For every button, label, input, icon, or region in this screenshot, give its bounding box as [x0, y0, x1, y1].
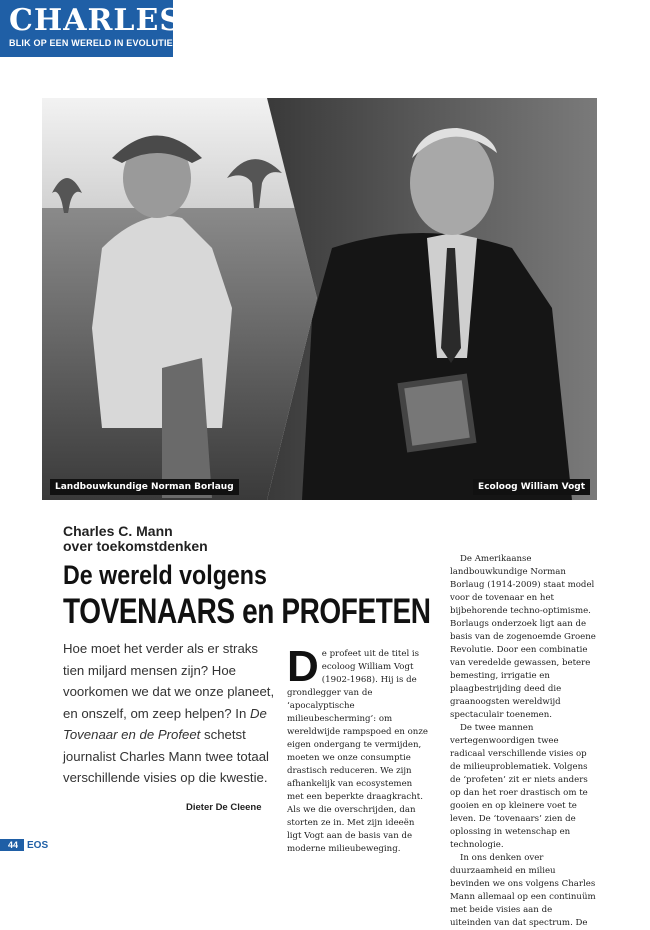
section-tagline: BLIK OP EEN WERELD IN EVOLUTIE [9, 38, 173, 48]
caption-borlaug: Landbouwkundige Norman Borlaug [50, 479, 239, 495]
caption-vogt: Ecoloog William Vogt [473, 479, 590, 495]
article-column-2 [450, 553, 596, 930]
lead-text-part2: schetst journalist Charles Mann twee totaal verschillende visies op die kwestie. [63, 727, 269, 785]
article-photo [42, 98, 597, 500]
article-title-line1: De wereld volgens [63, 560, 267, 590]
paragraph-text: e profeet uit de titel is ecoloog William Vogt (1902-1968). Hij is de grondlegger van de ‘apocalyptische milieubescherming’: om wereldwijde rampspoed en onze eigen ondergang te vermijden, moeten we onze consumptie drastisch reduceren. We zijn afhankelijk van ecosystemen met een beperkte draagkracht. Als we die overschrijden, dan storten ze in. Met zijn ideeën ligt Vogt aan de basis van de moderne milieubeweging. [287, 649, 428, 854]
page-footer [0, 838, 48, 852]
article-column-1 [287, 642, 428, 856]
section-header [0, 0, 183, 57]
paragraph [287, 642, 428, 856]
paragraph: De twee mannen vertegenwoordigen twee radicaal verschillende visies op de milieuproblematiek. Volgens de ‘profeten’ zit er niets anders op dan het roer drastisch om te gooien en op kleinere voet te leven. De ‘tovenaars’ zien de oplossing in wetenschap en technologie. [450, 723, 588, 850]
photo-collage [42, 98, 597, 500]
article-kicker [63, 524, 208, 554]
section-title: CHARLES [9, 3, 183, 38]
lead-text-part1: Hoe moet het verder als er straks tien miljard mensen zijn? Hoe voorkomen we dat we onze planeet, en onszelf, om zeep helpen? In [63, 641, 275, 721]
kicker-author-line: Charles C. Mann [63, 523, 173, 539]
paragraph: In ons denken over duurzaamheid en milieu bevinden we ons volgens Charles Mann allemaal op een continuüm met beide visies aan de uiteinden van dat spectrum. De [450, 853, 596, 928]
article-author: Dieter De Cleene [186, 802, 262, 813]
lead-book-title: De Tovenaar en de Profeet [63, 705, 267, 742]
magazine-logo: EOS [27, 839, 49, 851]
page-number: 44 [0, 839, 24, 851]
drop-cap: D [287, 642, 319, 691]
article-lead [63, 638, 281, 789]
paragraph: De Amerikaanse landbouwkundige Norman Borlaug (1914-2009) staat model voor de tovenaar en het bijbehorende techno-optimisme. Borlaugs onderzoek ligt aan de basis van de zogenoemde Groene Revolutie. Door een combinatie van veredelde gewassen, betere bemesting, irrigatie en plaagbestrijding deed die graanoogsten wereldwijd spectaculair toenemen. [450, 554, 596, 720]
kicker-topic-line: over toekomstdenken [63, 538, 208, 554]
article-title-line2: TOVENAARS en PROFETEN [63, 592, 431, 631]
